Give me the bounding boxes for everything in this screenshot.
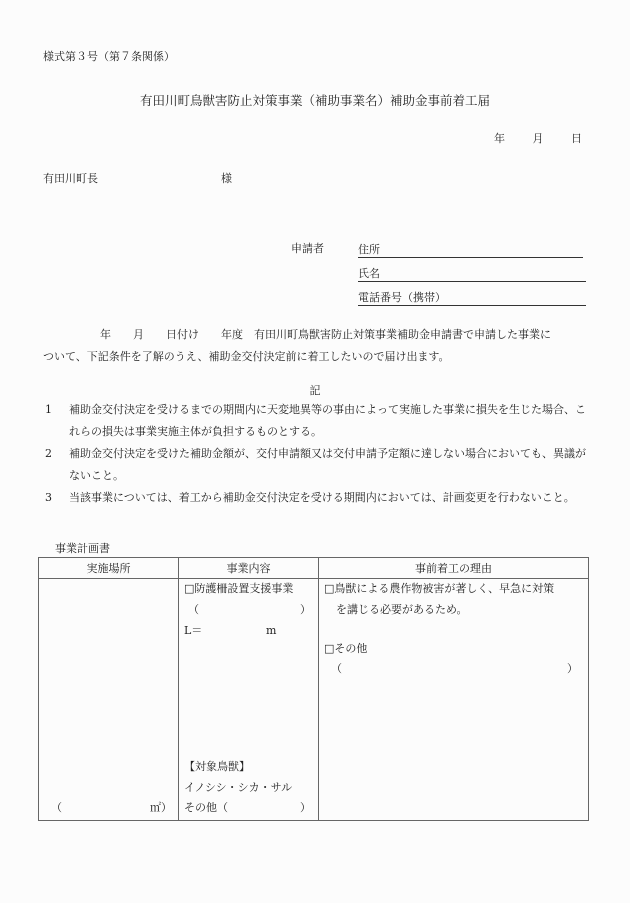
address-field[interactable]: 住所 <box>358 241 583 258</box>
body-line-1: 年 月 日付け 年度 有田川町鳥獣害防止対策事業補助金申請書で申請した事業に <box>100 328 551 341</box>
reason-option-other-checkbox[interactable]: □その他 <box>324 642 368 655</box>
body-text <box>43 324 593 368</box>
condition-item <box>43 487 595 509</box>
recipient-honorific: 様 <box>221 172 232 185</box>
date-month: 月 <box>532 132 544 145</box>
target-animals: イノシシ・シカ・サル <box>184 781 293 794</box>
reason-option-damage-checkbox[interactable]: □鳥獣による農作物被害が著しく、早急に対策 <box>324 582 555 595</box>
body-line-2: ついて、下記条件を了解のうえ、補助金交付決定前に着工したいので届け出ます。 <box>43 350 450 363</box>
other-animals-close: ） <box>300 801 311 814</box>
content-paren-open: （ <box>188 603 199 616</box>
condition-number: 1 <box>45 403 52 416</box>
ki-heading: 記 <box>309 384 321 397</box>
condition-text: 補助金交付決定を受けた補助金額が、交付申請額又は交付申請予定額に達しない場合においても、異議がないこと。 <box>69 447 586 482</box>
reason-paren-open: （ <box>331 662 342 675</box>
date-year: 年 <box>494 132 505 145</box>
condition-item <box>43 399 595 443</box>
recipient <box>43 170 232 186</box>
content-cell <box>179 579 319 821</box>
conditions-list <box>43 399 595 509</box>
plan-header-row <box>39 558 589 579</box>
target-label: 【対象鳥獣】 <box>184 760 250 773</box>
reason-paren-close: ） <box>567 662 578 675</box>
recipient-name: 有田川町長 <box>43 172 98 185</box>
length-label: L＝ <box>184 624 203 637</box>
reason-option-damage-cont: を講じる必要があるため。 <box>336 603 468 616</box>
condition-number: 2 <box>45 447 52 460</box>
reason-cell <box>319 579 589 821</box>
date-line <box>470 130 582 146</box>
applicant-label: 申請者 <box>291 242 324 255</box>
name-field[interactable]: 氏名 <box>358 265 586 282</box>
content-paren-close: ） <box>300 603 311 616</box>
condition-number: 3 <box>45 491 52 504</box>
plan-title: 事業計画書 <box>55 542 110 555</box>
plan-table <box>38 557 589 821</box>
header-content: 事業内容 <box>179 558 319 579</box>
date-day: 日 <box>571 132 582 145</box>
phone-field[interactable]: 電話番号（携帯） <box>358 289 586 306</box>
form-number: 様式第３号（第７条関係） <box>43 50 175 63</box>
header-reason: 事前着工の理由 <box>319 558 589 579</box>
condition-text: 補助金交付決定を受けるまでの期間内に天変地異等の事由によって実施した事業に損失を生じた場合、これらの損失は事業実施主体が負担するものとする。 <box>69 403 586 438</box>
length-unit: m <box>266 624 277 637</box>
condition-item <box>43 443 595 487</box>
plan-body-row <box>39 579 589 821</box>
location-paren-open: （ <box>51 801 62 814</box>
location-cell[interactable] <box>39 579 179 821</box>
other-animals-label: その他（ <box>184 801 228 814</box>
location-unit: ㎡） <box>150 801 172 814</box>
header-location: 実施場所 <box>39 558 179 579</box>
document-title: 有田川町鳥獣害防止対策事業（補助事業名）補助金事前着工届 <box>139 93 490 108</box>
condition-text: 当該事業については、着工から補助金交付決定を受ける期間内においては、計画変更を行わないこと。 <box>69 491 575 504</box>
fence-option-checkbox[interactable]: □防護柵設置支援事業 <box>184 582 294 595</box>
